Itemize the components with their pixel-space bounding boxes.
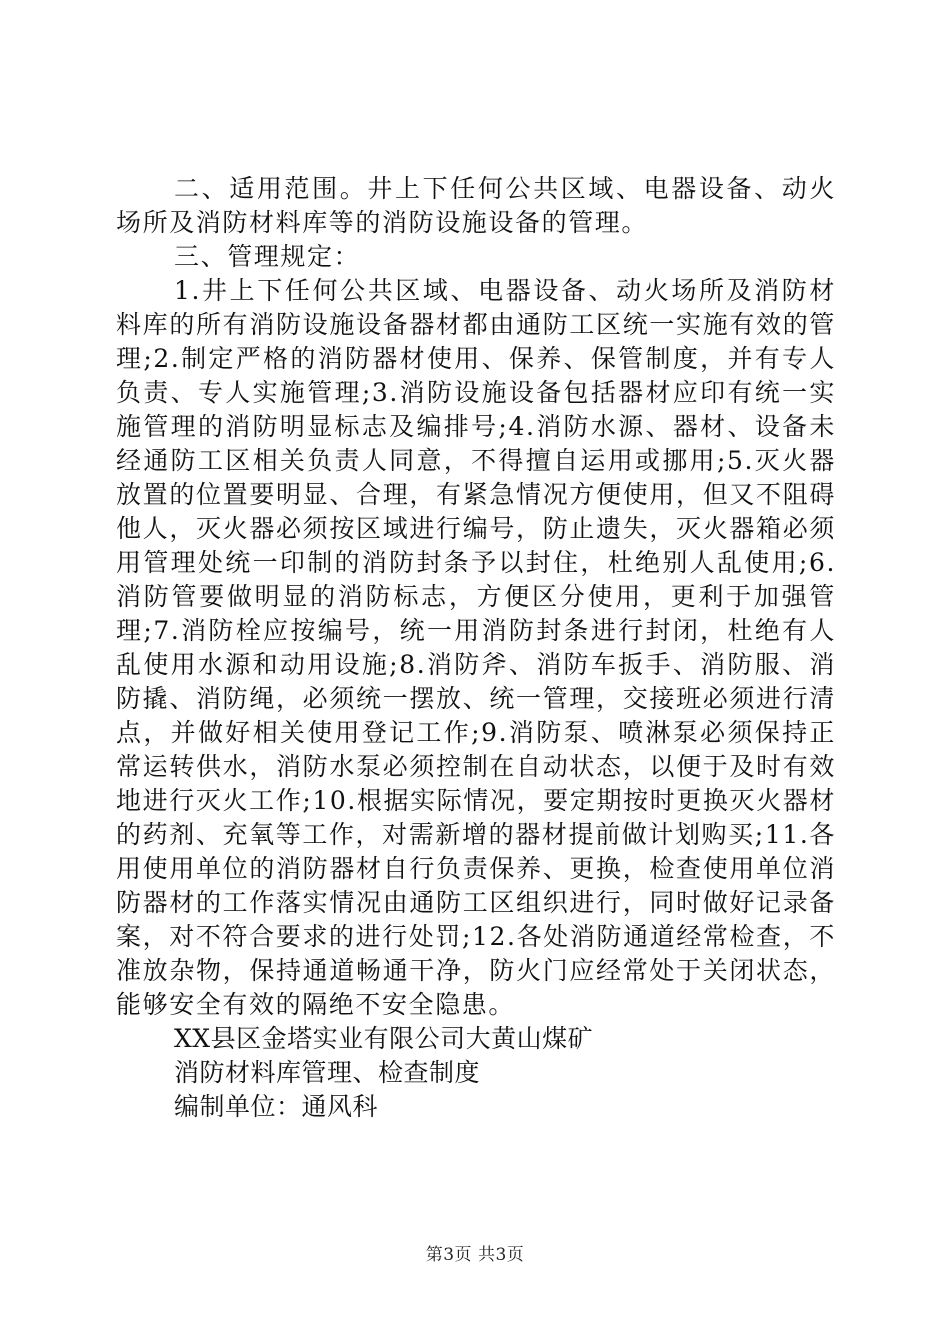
section-applicable-scope: 二、适用范围。井上下任何公共区域、电器设备、动火场所及消防材料库等的消防设施设备的管理。 [116,174,836,237]
document-body [116,172,836,1124]
section-regulations-heading: 三、管理规定： [174,242,361,271]
company-name: XX县区金塔实业有限公司大黄山煤矿 [174,1024,594,1053]
section-regulations-body: 1.井上下任何公共区域、电器设备、动火场所及消防材料库的所有消防设施设备器材都由通防工区统一实施有效的管理;2.制定严格的消防器材使用、保养、保管制度，并有专人负责、专人实施管理;3.消防设施设备包括器材应印有统一实施管理的消防明显标志及编排号;4.消防水源、器材、设备未经通防工区相关负责人同意，不得擅自运用或挪用;5.灭火器放置的位置要明显、合理，有紧急情况方便使用，但又不阻碍他人，灭火器必须按区域进行编号，防止遗失，灭火器箱必须用管理处统一印制的消防封条予以封住，杜绝别人乱使用;6.消防管要做明显的消防标志，方便区分使用，更利于加强管理;7.消防栓应按编号，统一用消防封条进行封闭，杜绝有人乱使用水源和动用设施;8.消防斧、消防车扳手、消防服、消防撬、消防绳，必须统一摆放、统一管理，交接班必须进行清点，并做好相关使用登记工作;9.消防泵、喷淋泵必须保持正常运转供水，消防水泵必须控制在自动状态，以便于及时有效地进行灭火工作;10.根据实际情况，要定期按时更换灭火器材的药剂、充氧等工作，对需新增的器材提前做计划购买;11.各用使用单位的消防器材自行负责保养、更换，检查使用单位消防器材的工作落实情况由通防工区组织进行，同时做好记录备案，对不符合要求的进行处罚;12.各处消防通道经常检查，不准放杂物，保持通道畅通干净，防火门应经常处于关闭状态，能够安全有效的隔绝不安全隐患。 [116,276,836,1019]
document-title: 消防材料库管理、检查制度 [174,1058,481,1087]
page-footer: 第3页 共3页 [425,1245,525,1265]
compiling-unit: 编制单位：通风科 [174,1092,379,1121]
